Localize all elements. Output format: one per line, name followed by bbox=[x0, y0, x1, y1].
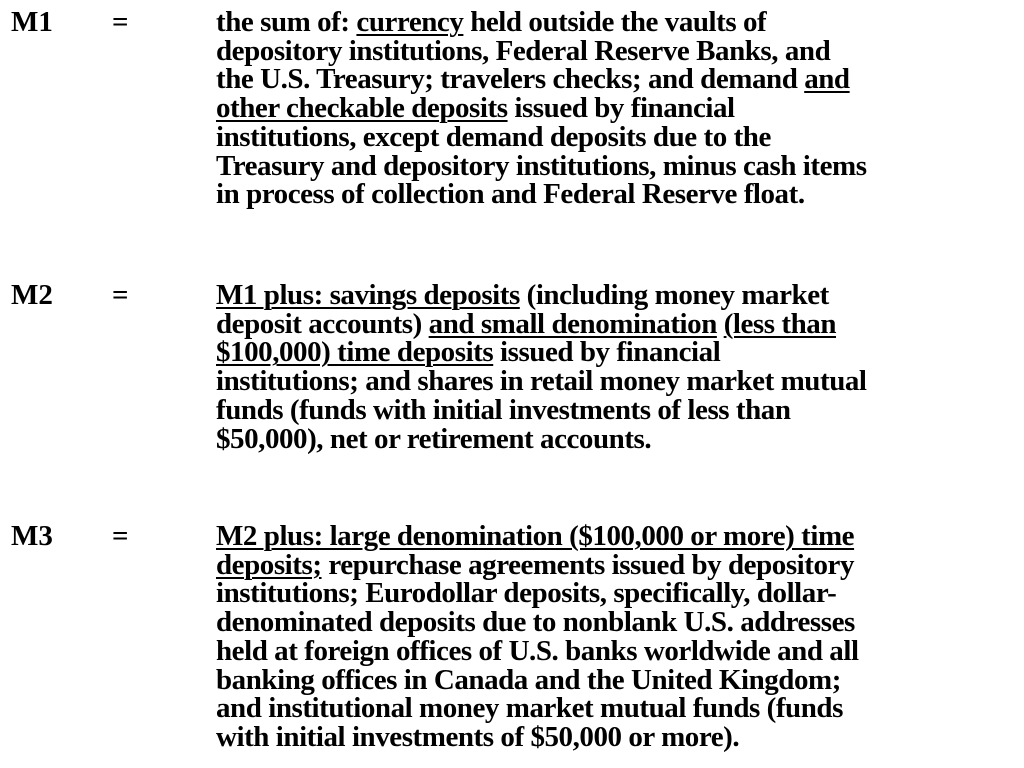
definition-text bbox=[216, 8, 1016, 209]
text-segment: funds (funds with initial investments of less than bbox=[216, 393, 791, 426]
underlined-term: M1 plus: savings deposits bbox=[216, 279, 520, 311]
text-line bbox=[216, 634, 1016, 667]
text-line bbox=[216, 120, 1016, 153]
text-segment: and institutional money market mutual funds (funds bbox=[216, 692, 843, 725]
underlined-term: (less than bbox=[723, 307, 837, 340]
text-segment: institutions; and shares in retail money market mutual bbox=[216, 365, 867, 398]
definition-text bbox=[216, 281, 1016, 453]
text-segment: institutions; Eurodollar deposits, specifically, dollar- bbox=[216, 577, 837, 610]
text-segment: held at foreign offices of U.S. banks worldwide and all bbox=[216, 634, 859, 667]
text-segment: institutions, except demand deposits due to the bbox=[216, 120, 771, 153]
text-line bbox=[216, 422, 1016, 455]
text-line bbox=[216, 522, 1016, 551]
text-segment: issued by financial bbox=[493, 336, 721, 369]
text-segment: the U.S. Treasury; travelers checks; and demand bbox=[216, 63, 805, 96]
text-line bbox=[216, 393, 1016, 426]
equals-sign: = bbox=[112, 6, 129, 38]
text-segment bbox=[717, 308, 724, 340]
text-line bbox=[216, 338, 1016, 367]
text-segment: (including money market bbox=[519, 279, 829, 311]
underlined-term: other checkable deposits bbox=[216, 92, 508, 125]
equals-sign: = bbox=[112, 520, 129, 552]
term-label: M3 bbox=[11, 520, 53, 552]
text-line bbox=[216, 608, 1016, 637]
term-label: M2 bbox=[11, 279, 53, 311]
text-line bbox=[216, 8, 1016, 37]
term-label: M1 bbox=[11, 6, 53, 38]
underlined-term: and bbox=[804, 63, 850, 96]
text-segment: $50,000), net or retirement accounts. bbox=[216, 422, 652, 455]
text-line bbox=[216, 180, 1016, 209]
text-segment: depository institutions, Federal Reserve Banks, and bbox=[216, 34, 831, 67]
text-segment: denominated deposits due to nonblank U.S. addresses bbox=[216, 606, 855, 639]
text-line bbox=[216, 548, 1016, 581]
underlined-term: M2 plus: large denomination ($100,000 or more) time bbox=[216, 520, 855, 552]
text-segment: repurchase agreements issued by depository bbox=[321, 548, 854, 581]
text-line bbox=[216, 281, 1016, 310]
text-segment: Treasury and depository institutions, minus cash items bbox=[216, 149, 867, 182]
text-line bbox=[216, 34, 1016, 67]
underlined-term: deposits; bbox=[216, 548, 322, 581]
text-line bbox=[216, 367, 1016, 396]
text-line bbox=[216, 149, 1016, 182]
text-segment: held outside the vaults of bbox=[463, 6, 767, 38]
text-line bbox=[216, 663, 1016, 696]
text-segment: issued by financial bbox=[507, 92, 735, 125]
text-segment: deposit accounts) bbox=[216, 307, 429, 340]
text-line bbox=[216, 65, 1016, 94]
definition-text bbox=[216, 522, 1016, 752]
text-line bbox=[216, 720, 1016, 753]
underlined-term: and small denomination bbox=[428, 307, 717, 340]
text-line bbox=[216, 694, 1016, 723]
text-line bbox=[216, 94, 1016, 123]
text-line bbox=[216, 579, 1016, 608]
text-segment: banking offices in Canada and the United Kingdom; bbox=[216, 663, 841, 696]
underlined-term: currency bbox=[356, 6, 464, 38]
underlined-term: $100,000) time deposits bbox=[216, 336, 494, 369]
equals-sign: = bbox=[112, 279, 129, 311]
text-segment: with initial investments of $50,000 or more). bbox=[216, 720, 740, 753]
text-line bbox=[216, 307, 1016, 340]
text-segment: in process of collection and Federal Reserve float. bbox=[216, 178, 805, 211]
text-segment: the sum of: bbox=[216, 6, 357, 38]
